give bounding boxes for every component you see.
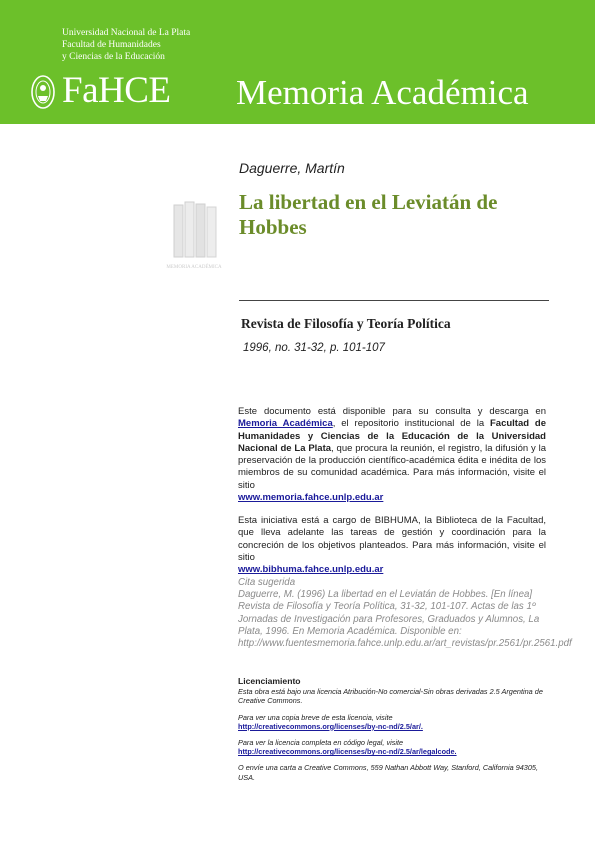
institution-name: Facultad de Humanidades y Ciencias de la Educación de la Universidad Nacional de La Plata [238,418,547,454]
issue-pages: 1996, no. 31-32, p. 101-107 [243,342,385,354]
repository-title: Memoria Académica [236,73,529,112]
license-short-link[interactable]: http://creativecommons.org/licenses/by-nc-nd/2.5/ar/. [238,721,423,731]
university-name [62,27,190,63]
journal-name: Revista de Filosofía y Teoría Política [241,316,451,331]
author: Daguerre, Martín [239,160,345,176]
faculty-line: Facultad de Humanidades [62,40,161,50]
suggested-citation-text: Daguerre, M. (1996) La libertad en el Leviatán de Hobbes. [En línea] Revista de Filosofía y Teoría Política, 31-32, 101-107. Actas de las 1º Jornadas de Investigación para Profesores, Graduados y Alumnos, La Plata, 1996. En Memoria Académica. Disponible en: http://www.fuentesmemoria.fahce.unlp.edu.ar/art_revistas/pr.2561/pr.2561.pdf [238,589,572,650]
bibhuma-paragraph [238,515,546,576]
faculty-line-2: y Ciencias de la Educación [62,52,165,62]
fahce-logo: FaHCE [62,70,171,111]
license-short-label: Para ver una copia breve de esta licencia, visite [238,712,393,722]
para1-text-c: , que procura la reunión, el registro, la difusión y la preservación de la producción científico-académica édita e inédita de los miembros de su comunidad académica. Para más información, visite el sitio [238,442,546,491]
para1-text-b: , el repositorio institucional de la [332,418,490,430]
paper-title: La libertad en el Leviatán de Hobbes [239,190,498,239]
bibhuma-site-link[interactable]: www.bibhuma.fahce.unlp.edu.ar [238,564,384,576]
license-full-label: Para ver la licencia completa en código legal, visite [238,738,404,748]
license-text: Esta obra está bajo una licencia Atribución-No comercial-Sin obras derivadas 2.5 Argentina de Creative Commons. [238,687,543,706]
availability-paragraph [238,406,546,504]
header-banner [0,0,595,124]
license-section [238,677,550,782]
license-mail-text: O envíe una carta a Creative Commons, 559 Nathan Abbott Way, Stanford, California 94305, USA. [238,763,539,782]
repository-logo-caption: MEMORIA ACADÉMICA [166,265,222,270]
divider [239,300,549,301]
memoria-site-link[interactable]: www.memoria.fahce.unlp.edu.ar [238,492,384,504]
suggested-citation [238,577,572,650]
para1-text: Este documento está disponible para su consulta y descarga en [238,406,546,417]
memoria-academica-link[interactable]: Memoria Académica [238,418,333,430]
repository-books-icon [166,199,222,271]
license-full-link[interactable]: http://creativecommons.org/licenses/by-nc-nd/2.5/ar/legalcode. [238,747,457,757]
university-line: Universidad Nacional de La Plata [62,28,191,38]
suggested-citation-label: Cita sugerida [238,577,296,588]
university-seal-icon [30,74,56,110]
para2-text: Esta iniciativa está a cargo de BIBHUMA, la Biblioteca de la Facultad, que lleva adelante las tareas de gestión y coordinación para la concreción de los objetivos planteados. Para más información, visite el sitio [238,515,546,563]
license-heading: Licenciamiento [238,676,301,686]
